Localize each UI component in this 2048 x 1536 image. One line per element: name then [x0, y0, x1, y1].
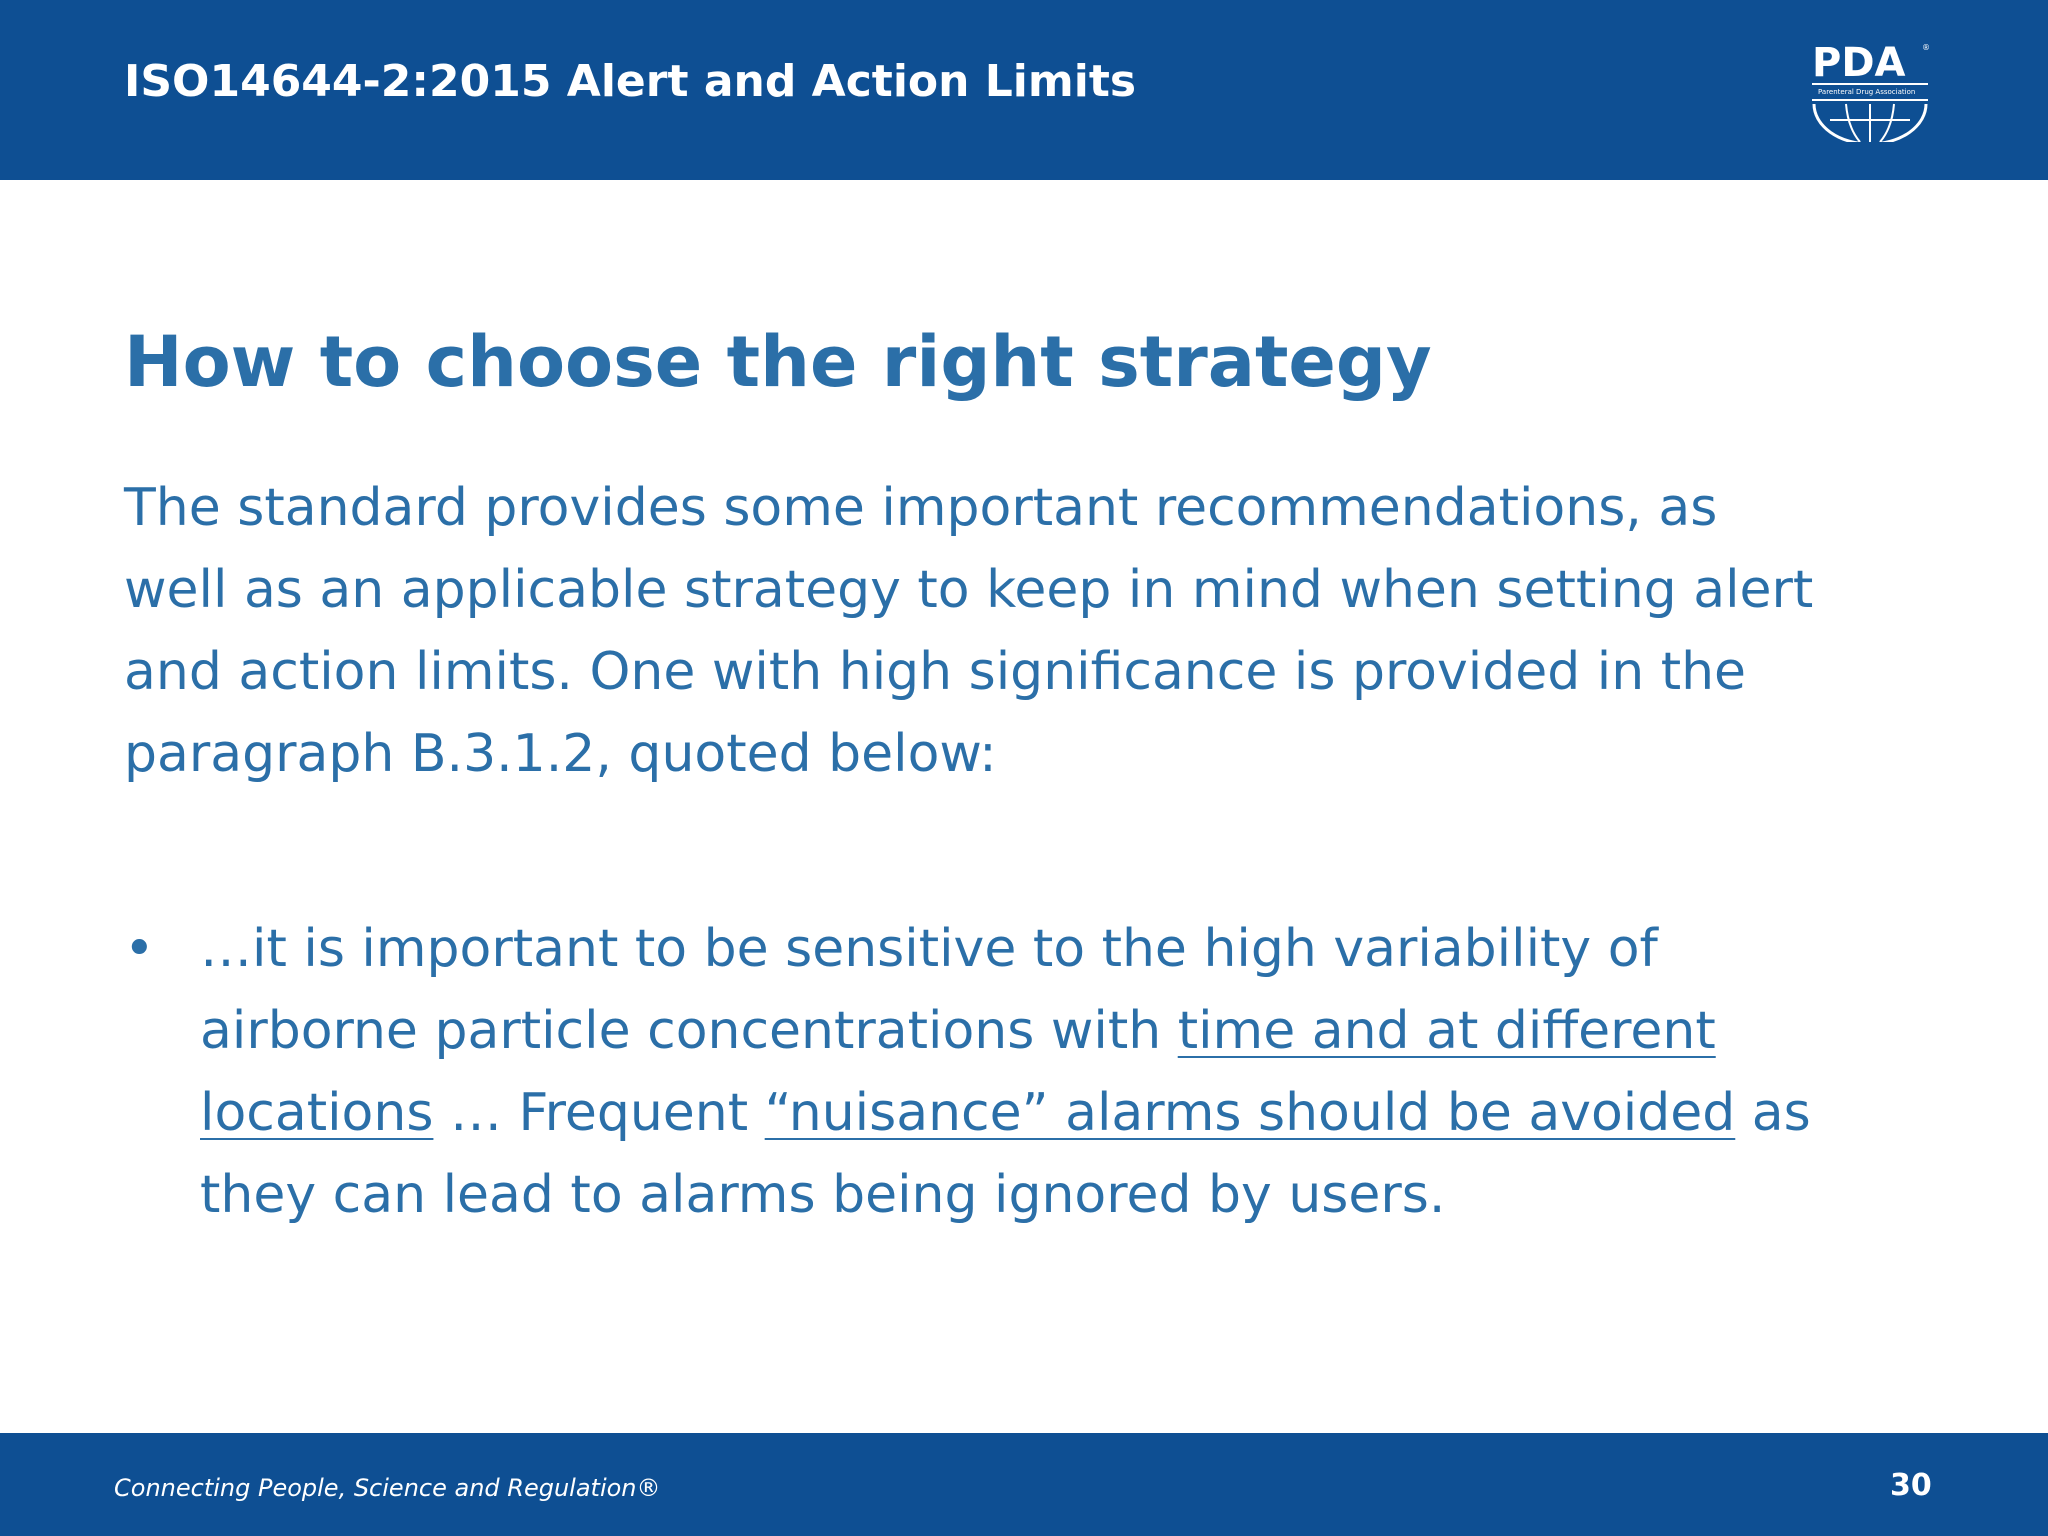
pda-globe-logo-icon	[1808, 38, 1932, 142]
intro-paragraph	[124, 467, 1924, 795]
bullet-text	[200, 908, 1811, 1236]
bullet-line: …it is important to be sensitive to the high variability of	[200, 919, 1658, 979]
bullet-text-segment: airborne particle concentrations with	[200, 1001, 1178, 1061]
footer-tagline: Connecting People, Science and Regulation®	[114, 1474, 661, 1502]
bullet-line	[200, 990, 1811, 1072]
bullet-line: they can lead to alarms being ignored by users.	[200, 1165, 1446, 1225]
pda-logo	[1808, 38, 1932, 142]
slide-title: How to choose the right strategy	[124, 321, 1432, 403]
intro-line: The standard provides some important recommendations, as	[124, 478, 1718, 538]
intro-line: well as an applicable strategy to keep in mind when setting alert	[124, 560, 1814, 620]
bullet-text-segment: … Frequent	[433, 1083, 765, 1143]
header-bar	[0, 0, 2048, 180]
header-title: ISO14644-2:2015 Alert and Action Limits	[124, 56, 1137, 107]
bullet-marker: •	[124, 919, 155, 979]
pda-logo-subtext: Parenteral Drug Association	[1818, 88, 1916, 96]
bullet-text-segment: as	[1735, 1083, 1811, 1143]
bullet-line	[200, 1072, 1811, 1154]
page-number: 30	[1890, 1468, 1932, 1503]
svg-text:®: ®	[1922, 43, 1930, 52]
underlined-phrase: locations	[200, 1083, 434, 1143]
intro-line: and action limits. One with high significance is provided in the	[124, 642, 1747, 702]
underlined-phrase: time and at different	[1177, 1001, 1716, 1061]
pda-logo-text: PDA	[1812, 40, 1906, 86]
intro-line: paragraph B.3.1.2, quoted below:	[124, 724, 997, 784]
underlined-phrase: “nuisance” alarms should be avoided	[764, 1083, 1736, 1143]
